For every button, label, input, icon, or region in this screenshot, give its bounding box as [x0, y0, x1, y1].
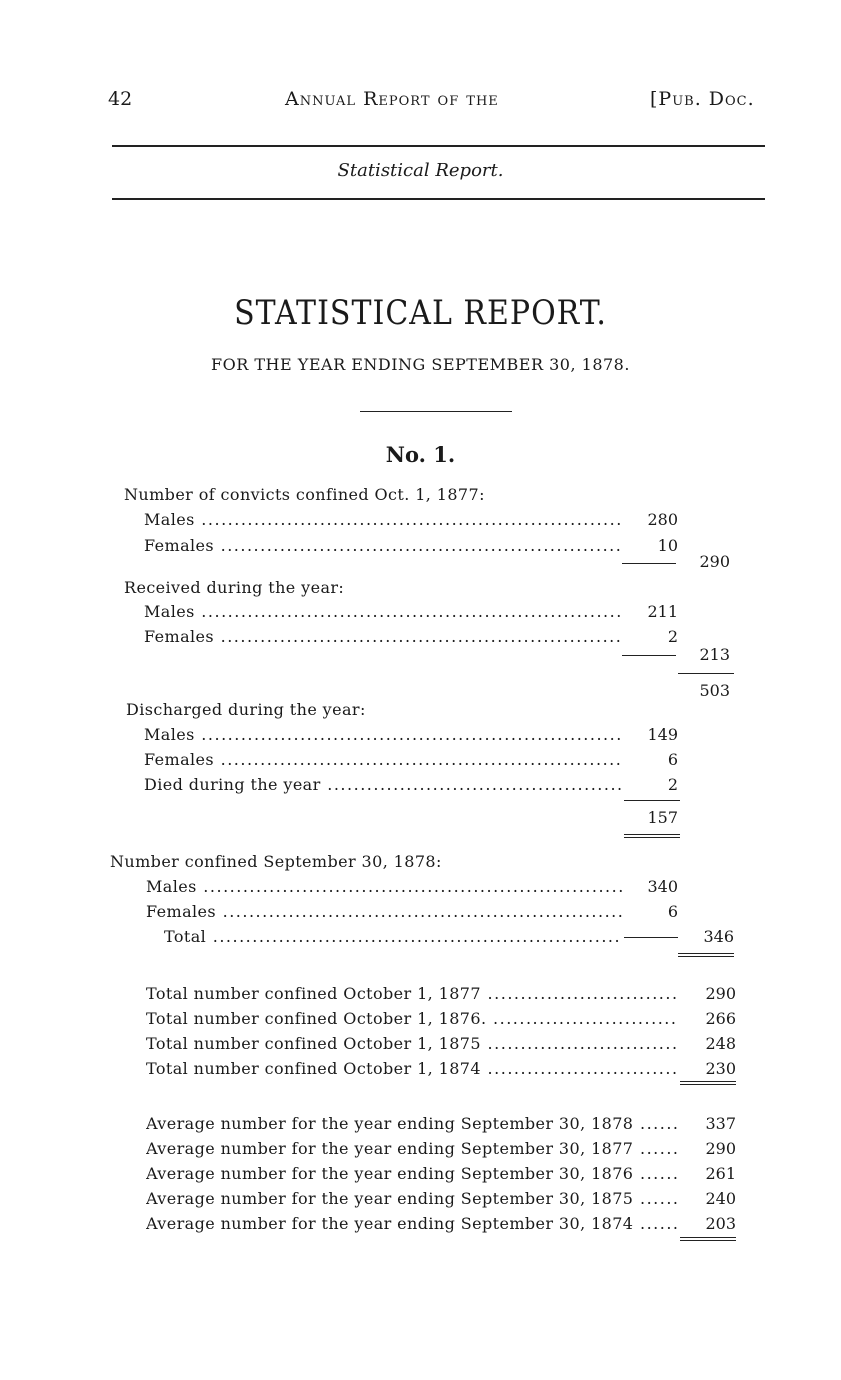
total-confined-1875-value: 248 — [705, 1034, 736, 1053]
section-number: No. 1. — [385, 442, 456, 467]
received-sum-rule — [622, 655, 676, 656]
total-confined-1877-value: 290 — [705, 984, 736, 1003]
average-1878-label: Average number for the year ending September 30, 1878 ..... — [146, 1114, 680, 1133]
average-1874-label: Average number for the year ending September 30, 1874 ..... — [146, 1214, 680, 1233]
average-1877-label: Average number for the year ending September 30, 1877 ..... — [146, 1139, 680, 1158]
report-title: STATISTICAL REPORT. — [234, 293, 607, 334]
total-confined-1874-value: 230 — [705, 1059, 736, 1078]
discharged-females-label: Females ..... — [144, 750, 622, 769]
confined-1878-heading: Number confined September 30, 1878: — [110, 852, 442, 871]
discharged-males-label: Males ..... — [144, 725, 622, 744]
confined-1878-total-value: 346 — [703, 927, 734, 946]
received-females-label: Females ..... — [144, 627, 622, 646]
header-rule-top — [112, 145, 765, 147]
discharged-double-rule — [624, 834, 680, 838]
confined-1878-double-rule — [678, 953, 734, 957]
running-head-title: Annual Report of the — [285, 88, 499, 110]
confined-1878-females-value: 6 — [667, 902, 678, 921]
received-heading: Received during the year: — [124, 578, 345, 597]
section-subhead: Statistical Report. — [337, 160, 504, 181]
confined-1877-males-value: 280 — [647, 510, 678, 529]
confined-1877-females-label: Females ..... — [144, 536, 622, 555]
confined-1877-heading: Number of convicts confined Oct. 1, 1877: — [124, 485, 485, 504]
confined-1878-males-value: 340 — [647, 877, 678, 896]
total-confined-1875-label: Total number confined October 1, 1875 ..... — [146, 1034, 676, 1053]
total-confined-1876-label: Total number confined October 1, 1876. ..... — [146, 1009, 676, 1028]
confined-1878-total-label: Total ..... — [164, 927, 622, 946]
average-1878-value: 337 — [705, 1114, 736, 1133]
received-males-value: 211 — [647, 602, 678, 621]
header-rule-bottom — [112, 198, 765, 200]
received-subtotal: 213 — [699, 645, 730, 664]
average-1876-label: Average number for the year ending September 30, 1876 ..... — [146, 1164, 680, 1183]
confined-1878-males-label: Males ..... — [146, 877, 622, 896]
died-value: 2 — [667, 775, 678, 794]
report-subtitle: FOR THE YEAR ENDING SEPTEMBER 30, 1878. — [211, 355, 630, 374]
total-confined-1876-value: 266 — [705, 1009, 736, 1028]
confined-1877-females-value: 10 — [657, 536, 678, 555]
received-females-value: 2 — [667, 627, 678, 646]
running-head-doc: [Pub. Doc. — [650, 88, 755, 110]
discharged-total-value: 157 — [647, 808, 678, 827]
discharged-sum-rule — [624, 800, 680, 801]
discharged-females-value: 6 — [667, 750, 678, 769]
average-1875-label: Average number for the year ending September 30, 1875 ..... — [146, 1189, 680, 1208]
average-1877-value: 290 — [705, 1139, 736, 1158]
totals-double-rule — [680, 1081, 736, 1085]
average-1875-value: 240 — [705, 1189, 736, 1208]
total-confined-1874-label: Total number confined October 1, 1874 ..... — [146, 1059, 676, 1078]
average-1876-value: 261 — [705, 1164, 736, 1183]
received-males-label: Males ..... — [144, 602, 622, 621]
total-confined-1877-label: Total number confined October 1, 1877 ..... — [146, 984, 676, 1003]
grand-total-value: 503 — [699, 681, 730, 700]
discharged-males-value: 149 — [647, 725, 678, 744]
discharged-heading: Discharged during the year: — [126, 700, 366, 719]
confined-1877-sum-rule — [622, 563, 676, 564]
confined-1877-males-label: Males ..... — [144, 510, 622, 529]
died-label: Died during the year ..... — [144, 775, 622, 794]
averages-double-rule — [680, 1237, 736, 1241]
page-number: 42 — [108, 88, 133, 110]
confined-1878-females-label: Females ..... — [146, 902, 622, 921]
grand-sum-rule — [678, 673, 734, 674]
confined-1878-total-leader — [624, 937, 678, 938]
title-divider — [360, 411, 512, 412]
average-1874-value: 203 — [705, 1214, 736, 1233]
confined-1877-subtotal: 290 — [699, 552, 730, 571]
